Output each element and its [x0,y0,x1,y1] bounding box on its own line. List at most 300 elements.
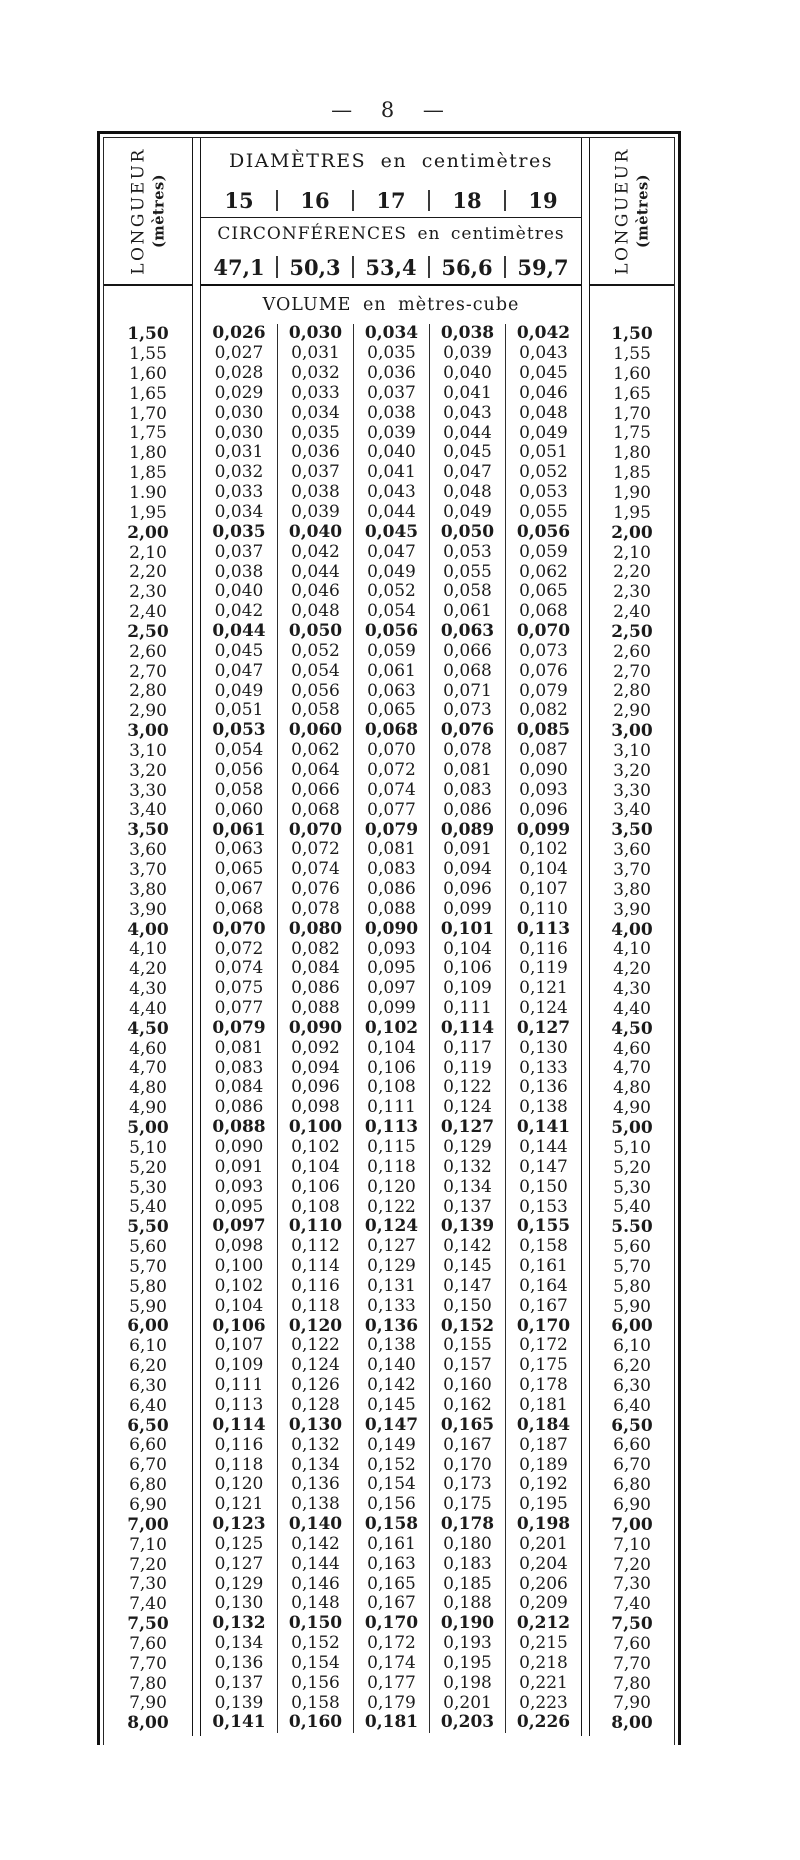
length-cell-right: 8,00 [611,1713,653,1734]
volume-cell: 0,076 [505,661,581,681]
length-cell-left: 1,95 [129,502,167,523]
volume-cell: 0,108 [277,1197,353,1217]
volume-cell: 0,064 [277,761,353,781]
length-cell-left: 2,00 [127,522,169,543]
volume-cell: 0,099 [353,999,429,1019]
volume-cell: 0,158 [353,1515,429,1535]
volume-cell: 0,100 [214,1256,264,1277]
length-cell-left: 1,55 [129,344,167,365]
volume-cell: 0,114 [429,1019,505,1039]
volume-cell: 0,093 [353,939,429,959]
volume-cell: 0,027 [214,343,264,364]
volume-cell: 0,038 [353,403,429,423]
volume-cell: 0,074 [277,860,353,880]
volume-cell: 0,209 [505,1594,581,1614]
volume-cell: 0,056 [505,522,581,542]
table-row [201,1713,581,1733]
volume-cell: 0,106 [353,1058,429,1078]
table-row [201,820,581,840]
circumference-value: 50,3 [277,250,353,284]
length-cell-left: 2,20 [129,562,167,583]
length-cell-left: 6,50 [127,1415,169,1436]
table-row [201,522,581,542]
volume-cell: 0,067 [214,879,264,900]
volume-cell: 0,173 [429,1475,505,1495]
volume-cell: 0,028 [214,363,264,384]
volume-cell: 0,120 [214,1474,264,1495]
volume-cell: 0,150 [277,1614,353,1634]
length-cell-right: 2,60 [613,641,651,662]
volume-cell: 0,147 [429,1277,505,1297]
volume-cell: 0,195 [429,1654,505,1674]
circumference-value: 53,4 [353,250,429,284]
volume-cell: 0,094 [277,1058,353,1078]
volume-cell: 0,090 [277,1019,353,1039]
volume-cell: 0,032 [214,462,264,483]
volume-cell: 0,118 [353,1157,429,1177]
length-cell-right: 4,20 [613,959,651,980]
left-column-spacer [104,286,192,325]
length-cell-left: 7,90 [129,1693,167,1714]
length-cell-left: 1,80 [129,443,167,464]
length-cell-left: 6,30 [129,1375,167,1396]
volume-cell: 0,086 [277,979,353,999]
volume-cell: 0,052 [505,463,581,483]
volume-cell: 0,090 [214,1137,264,1158]
volume-cell: 0,046 [505,384,581,404]
table-row [201,503,581,523]
diameter-value: 17 [353,184,429,217]
volume-cell: 0,154 [353,1475,429,1495]
length-cell-left: 7,40 [129,1594,167,1615]
length-cell-right: 6,00 [611,1316,653,1337]
volume-cell: 0,066 [277,780,353,800]
volume-cell: 0,116 [214,1434,264,1455]
volume-cell: 0,045 [214,640,264,661]
volume-cell: 0,155 [429,1336,505,1356]
volume-cell: 0,122 [353,1197,429,1217]
volume-cell: 0,035 [212,521,266,542]
volume-cell: 0,037 [353,384,429,404]
length-cell-right: 5,30 [613,1177,651,1198]
volume-cell: 0,051 [214,700,264,721]
volume-cell: 0,106 [277,1177,353,1197]
volume-cell: 0,068 [353,721,429,741]
length-cell-left: 3,00 [127,721,169,742]
volume-cell: 0,084 [277,959,353,979]
volume-cell: 0,036 [353,364,429,384]
volume-cell: 0,068 [277,800,353,820]
volume-cell: 0,068 [505,602,581,622]
volume-cell: 0,063 [214,839,264,860]
length-cell-right: 7,00 [611,1514,653,1535]
table-row [201,1336,581,1356]
volume-cell: 0,150 [429,1296,505,1316]
volume-cell: 0,123 [212,1514,266,1535]
volume-cell: 0,109 [214,1355,264,1376]
volume-cell: 0,040 [277,522,353,542]
length-cell-right: 3,20 [613,760,651,781]
volume-cell: 0,190 [429,1614,505,1634]
table-row [201,1396,581,1416]
length-cell-left: 3,80 [129,879,167,900]
table-row [201,1475,581,1495]
volume-cell: 0,073 [429,701,505,721]
volume-cell: 0,042 [214,601,264,622]
volume-cell: 0,141 [212,1712,266,1733]
length-cell-left: 6,40 [129,1395,167,1416]
volume-cell: 0,095 [214,1196,264,1217]
length-cell-right: 1,70 [613,403,651,424]
table-row [201,1177,581,1197]
length-cell-right: 1,95 [613,502,651,523]
length-cell-right: 5,00 [611,1117,653,1138]
right-axis-title: LONGUEUR [612,147,633,275]
volume-cell: 0,052 [277,642,353,662]
volume-cell: 0,167 [353,1594,429,1614]
length-cell-right: 1,85 [613,463,651,484]
length-cell-right: 7,70 [613,1653,651,1674]
volume-cell: 0,061 [212,819,266,840]
volume-cell: 0,134 [429,1177,505,1197]
volume-cell: 0,034 [214,502,264,523]
volume-cell: 0,140 [353,1356,429,1376]
table-row [201,1495,581,1515]
volume-cell: 0,158 [277,1693,353,1713]
volume-cell: 0,039 [277,503,353,523]
volume-cell: 0,084 [214,1077,264,1098]
length-cell-left: 5,10 [129,1137,167,1158]
volume-cell: 0,037 [277,463,353,483]
length-cell-left: 3,10 [129,740,167,761]
table-row [201,761,581,781]
volume-cell: 0,120 [277,1316,353,1336]
volume-cell: 0,119 [429,1058,505,1078]
volume-cell: 0,030 [214,402,264,423]
volume-cell: 0,042 [277,542,353,562]
volume-cell: 0,079 [212,1017,266,1038]
length-cell-right: 3,40 [613,800,651,821]
volume-cell: 0,098 [214,1236,264,1257]
length-cell-right: 4,50 [611,1018,653,1039]
length-cell-right: 6,60 [613,1435,651,1456]
volume-cell: 0,038 [277,483,353,503]
volume-cell: 0,049 [353,562,429,582]
volume-cell: 0,170 [353,1614,429,1634]
volume-title: VOLUME en mètres-cube [262,295,520,315]
volume-cell: 0,086 [214,1097,264,1118]
volume-cell: 0,179 [353,1693,429,1713]
table-row [201,1515,581,1535]
circumferences-title: CIRCONFÉRENCES en centimètres [217,224,565,244]
table-row [201,542,581,562]
volume-cell: 0,065 [214,859,264,880]
left-axis-title: LONGUEUR [128,147,149,275]
length-cell-left: 6,70 [129,1455,167,1476]
volume-cell: 0,114 [277,1257,353,1277]
length-cell-right: 3,70 [613,860,651,880]
table-row [201,1157,581,1177]
volume-cell: 0,152 [277,1634,353,1654]
length-cell-right: 6,40 [613,1395,651,1416]
volume-cell: 0,136 [277,1475,353,1495]
volume-cell: 0,043 [353,483,429,503]
volume-cell: 0,054 [214,740,264,761]
length-cell-right: 1,90 [613,482,651,503]
volume-cell: 0,074 [214,958,264,979]
volume-cell: 0,040 [214,581,264,602]
volume-cell: 0,126 [277,1376,353,1396]
right-length-column [590,138,674,1734]
volume-cell: 0,226 [505,1713,581,1733]
diameter-values-row [201,184,581,217]
table-row [201,324,581,344]
length-cell-right: 6,70 [613,1455,651,1476]
volume-cell: 0,060 [214,799,264,820]
volume-table [97,131,681,1745]
volume-cell: 0,038 [214,561,264,582]
table-row [201,1257,581,1277]
length-cell-left: 3,20 [129,760,167,781]
volume-cell: 0,033 [277,384,353,404]
volume-cell: 0,096 [277,1078,353,1098]
length-cell-right: 4,70 [613,1058,651,1079]
length-cell-right: 1,80 [613,443,651,464]
length-cell-left: 5,00 [127,1117,169,1138]
circumference-value: 59,7 [505,250,581,284]
volume-cell: 0,050 [277,622,353,642]
table-row [201,364,581,384]
volume-cell: 0,061 [429,602,505,622]
volume-cell: 0,131 [353,1277,429,1297]
volume-cell: 0,113 [353,1118,429,1138]
volume-cell: 0,079 [505,681,581,701]
length-cell-left: 1.90 [129,482,167,503]
length-cell-left: 1,70 [129,403,167,424]
table-row [201,840,581,860]
volume-cell: 0,053 [505,483,581,503]
volume-cell: 0,054 [353,602,429,622]
volume-cell: 0,124 [429,1098,505,1118]
table-row [201,899,581,919]
volume-cell: 0,120 [353,1177,429,1197]
volume-cell: 0,068 [214,898,264,919]
volume-cell: 0,174 [353,1654,429,1674]
length-cell-left: 5,50 [127,1217,169,1238]
volume-cell: 0,038 [429,324,505,344]
volume-cell: 0,041 [429,384,505,404]
volume-cell: 0,096 [505,800,581,820]
volume-cell: 0,051 [505,443,581,463]
volume-cell: 0,070 [353,741,429,761]
volume-cell: 0,055 [505,503,581,523]
left-axis-rotated-label [129,147,168,275]
volume-cell: 0,076 [277,880,353,900]
volume-cell: 0,102 [214,1275,264,1296]
length-cell-right: 7,40 [613,1594,651,1615]
table-row [201,1098,581,1118]
volume-cell: 0,185 [429,1574,505,1594]
volume-cell: 0,104 [214,1295,264,1316]
volume-cell: 0,049 [429,503,505,523]
volume-cell: 0,107 [214,1335,264,1356]
volume-cell: 0,110 [505,899,581,919]
length-cell-left: 1,60 [129,363,167,384]
circumference-values-row [201,250,581,284]
length-cell-right: 4,10 [613,939,651,960]
length-cell-left: 7,30 [129,1574,167,1595]
volume-cell: 0,130 [214,1593,264,1614]
length-cell-left: 5,20 [129,1157,167,1178]
table-row [201,562,581,582]
length-cell-right: 5,90 [613,1296,651,1317]
volume-cell: 0,032 [277,364,353,384]
volume-cell: 0,156 [353,1495,429,1515]
volume-cell: 0,161 [505,1257,581,1277]
volume-cell: 0,163 [353,1554,429,1574]
volume-cell: 0,053 [212,720,266,741]
volume-cell: 0,138 [353,1336,429,1356]
table-row [201,582,581,602]
length-cell-left: 4,70 [129,1058,167,1079]
length-cell-left: 4,50 [127,1018,169,1039]
volume-cell: 0,044 [429,423,505,443]
volume-cell: 0,148 [277,1594,353,1614]
volume-cell: 0,125 [214,1533,264,1554]
volume-cell: 0,081 [353,840,429,860]
length-cell-left: 2,40 [129,602,167,623]
length-cell-right: 7,30 [613,1574,651,1595]
length-cell-right: 5,60 [613,1237,651,1258]
length-cell-left: 1,65 [129,383,167,404]
volume-cell: 0,144 [277,1554,353,1574]
length-cell-right: 2,20 [613,562,651,583]
volume-cell: 0,134 [277,1455,353,1475]
volume-cell: 0,099 [429,899,505,919]
volume-cell: 0,083 [353,860,429,880]
volume-cell: 0,110 [277,1217,353,1237]
volume-cell: 0,138 [277,1495,353,1515]
volume-cell: 0,134 [214,1633,264,1654]
volume-cell: 0,137 [214,1672,264,1693]
volume-cell: 0,035 [277,423,353,443]
table-row [201,403,581,423]
volume-cell: 0,078 [429,741,505,761]
volume-cell: 0,087 [505,741,581,761]
table-row [201,1693,581,1713]
volume-cell: 0,167 [429,1435,505,1455]
volume-cell: 0,142 [277,1534,353,1554]
right-column-spacer [590,286,674,325]
volume-cell: 0,048 [429,483,505,503]
length-cell-left: 6,00 [127,1316,169,1337]
volume-cell: 0,065 [353,701,429,721]
volume-cell: 0,055 [429,562,505,582]
volume-cell: 0,195 [505,1495,581,1515]
volume-cell: 0,127 [429,1118,505,1138]
volume-cell: 0,097 [212,1216,266,1237]
volume-cell: 0,048 [505,403,581,423]
volume-cell: 0,142 [353,1376,429,1396]
length-cell-left: 7,00 [127,1514,169,1535]
table-row [201,1614,581,1634]
volume-grid [201,324,581,1733]
volume-cell: 0,071 [429,681,505,701]
volume-cell: 0,050 [429,522,505,542]
volume-cell: 0,132 [277,1435,353,1455]
volume-cell: 0,052 [353,582,429,602]
volume-cell: 0,073 [505,642,581,662]
volume-cell: 0,198 [505,1515,581,1535]
length-cell-left: 4,80 [129,1078,167,1099]
volume-cell: 0,044 [353,503,429,523]
length-cell-right: 2,90 [613,701,651,722]
length-cell-right: 1,60 [613,363,651,384]
volume-cell: 0,132 [429,1157,505,1177]
volume-cell: 0,061 [353,661,429,681]
length-cell-right: 7,50 [611,1614,653,1635]
length-cell-left: 3,70 [129,860,167,880]
left-length-values [104,325,192,1734]
volume-cell: 0,056 [353,622,429,642]
length-cell-left: 3,90 [129,899,167,920]
length-cell-right: 3,30 [613,780,651,801]
volume-cell: 0,048 [277,602,353,622]
volume-cell: 0,116 [505,939,581,959]
left-length-column [104,138,192,1734]
length-cell-right: 3,10 [613,740,651,761]
length-cell-right: 6,50 [611,1415,653,1436]
volume-cell: 0,153 [505,1197,581,1217]
length-cell-left: 5,70 [129,1256,167,1277]
table-row [201,1634,581,1654]
volume-cell: 0,088 [353,899,429,919]
volume-cell: 0,106 [212,1315,266,1336]
volume-cell: 0,100 [277,1118,353,1138]
volume-cell: 0,082 [277,939,353,959]
left-double-rule [192,138,201,1736]
table-row [201,602,581,622]
volume-cell: 0,058 [214,779,264,800]
table-row [201,1356,581,1376]
volume-cell: 0,172 [505,1336,581,1356]
volume-cell: 0,215 [505,1634,581,1654]
volume-cell: 0,039 [353,423,429,443]
table-row [201,1277,581,1297]
length-cell-left: 4,10 [129,939,167,960]
table-row [201,1078,581,1098]
volume-cell: 0,175 [505,1356,581,1376]
volume-cell: 0,130 [277,1415,353,1435]
volume-cell: 0,145 [353,1396,429,1416]
table-row [201,1415,581,1435]
volume-cell: 0,111 [214,1375,264,1396]
length-cell-left: 1,50 [127,324,169,345]
volume-cell: 0,053 [429,542,505,562]
length-cell-left: 5,30 [129,1177,167,1198]
volume-cell: 0,090 [353,919,429,939]
volume-cell: 0,030 [214,422,264,443]
left-axis-header [104,138,192,286]
length-cell-left: 2,90 [129,701,167,722]
volume-cell: 0,108 [353,1078,429,1098]
length-cell-right: 1,75 [613,423,651,444]
table-row [201,661,581,681]
volume-cell: 0,033 [214,482,264,503]
page-number: — 8 — [331,98,447,122]
table-row [201,1673,581,1693]
volume-cell: 0,086 [353,880,429,900]
